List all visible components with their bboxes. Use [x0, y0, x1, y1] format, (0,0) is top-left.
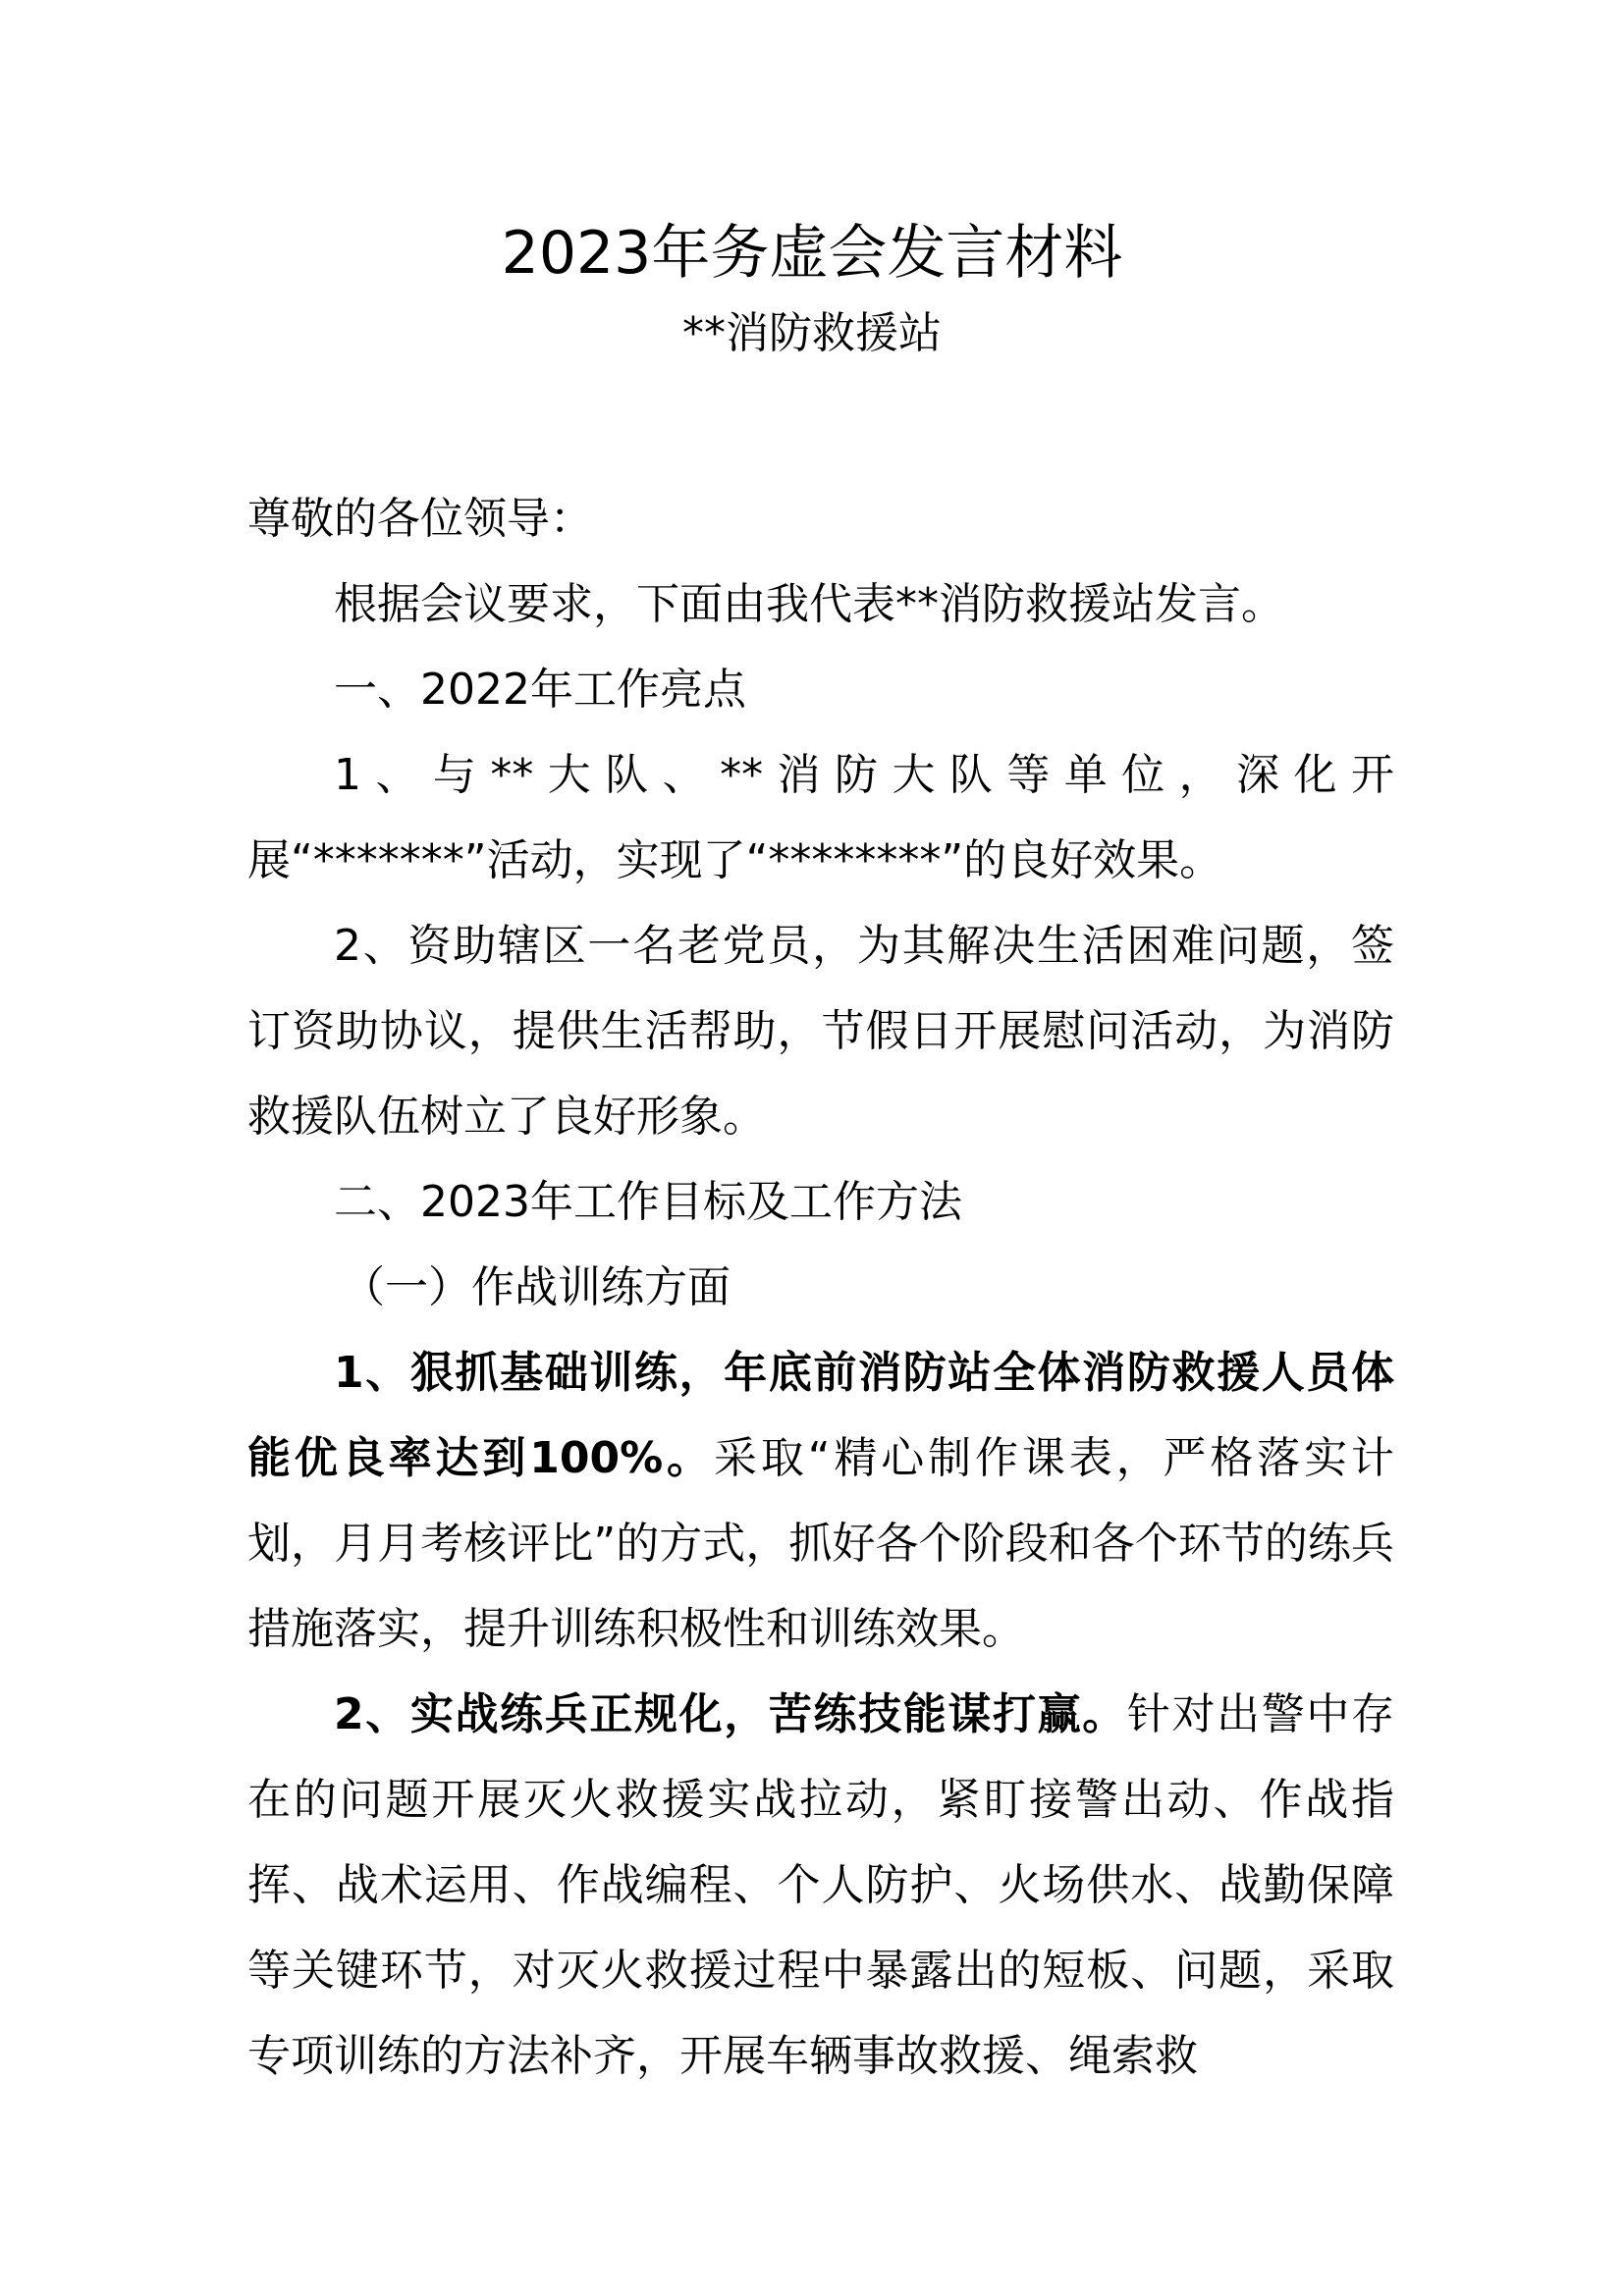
salutation: 尊敬的各位领导：	[247, 494, 593, 544]
section-2-heading: 二、2023年工作目标及工作方法	[334, 1177, 962, 1227]
section-1-item-2: 2、资助辖区一名老党员，为其解决生活困难问题，签订资助协议，提供生活帮助，节假日开展慰问活动，为消防救援队伍树立了良好形象。	[247, 921, 1394, 1142]
document-title: 2023年务虚会发言材料	[501, 219, 1123, 288]
section-1-heading: 一、2022年工作亮点	[334, 665, 746, 715]
document-body	[247, 476, 1394, 2099]
point-2-lead: 2、实战练兵正规化，苦练技能谋打赢。	[334, 1689, 1127, 1739]
section-2-sub-1-heading: （一）作战训练方面	[342, 1262, 731, 1312]
section-2-point-1	[247, 1330, 1394, 1672]
point-2-text: 针对出警中存在的问题开展灭火救援实战拉动，紧盯接警出动、作战指挥、战术运用、作战编程、个人防护、火场供水、战勤保障等关键环节，对灭火救援过程中暴露出的短板、问题，采取专项训练的方法补齐，开展车辆事故救援、绳索救	[247, 1689, 1394, 2081]
section-1-item-1: 1、与**大队、**消防大队等单位，深化开展“*******”活动，实现了“********”的良好效果。	[247, 750, 1394, 885]
point-1-text: 采取“精心制作课表，严格落实计划，月月考核评比”的方式，抓好各个阶段和各个环节的练兵措施落实，提升训练积极性和训练效果。	[247, 1433, 1394, 1654]
intro-paragraph: 根据会议要求，下面由我代表**消防救援站发言。	[334, 579, 1284, 629]
point-1-lead: 1、狠抓基础训练，年底前消防站全体消防救援人员体能优良率达到100%。	[247, 1348, 1394, 1483]
document-author: **消防救援站	[682, 308, 942, 358]
section-2-point-2	[247, 1672, 1394, 2099]
